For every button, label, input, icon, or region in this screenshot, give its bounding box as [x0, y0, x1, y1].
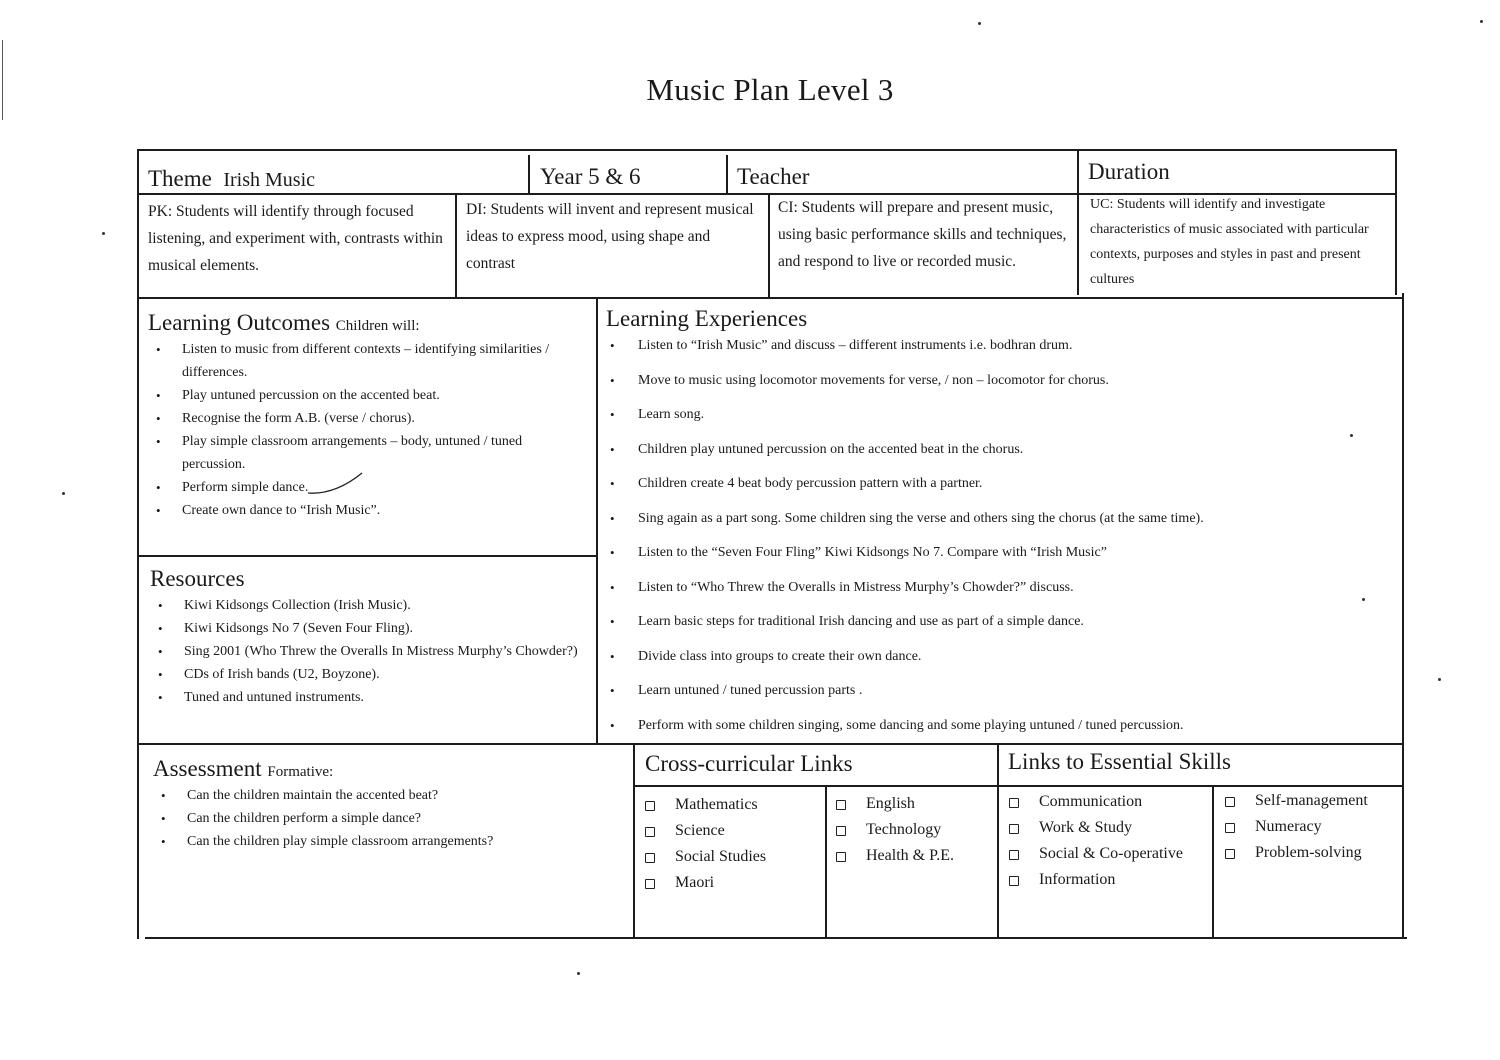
- checkbox-item[interactable]: Maori: [635, 870, 766, 896]
- list-item: • CDs of Irish bands (U2, Boyzone).: [150, 663, 590, 686]
- duration-cell: Duration: [1088, 159, 1170, 184]
- learning-experiences-heading: Learning Experiences: [606, 306, 808, 331]
- assessment-list: [153, 784, 623, 853]
- learning-outcomes-heading: Learning Outcomes Children will:: [148, 310, 420, 335]
- skills-col-divider: [1212, 787, 1214, 937]
- list-item: • Divide class into groups to create their own dance.: [606, 640, 1396, 675]
- di-strand: DI: Students will invent and represent musical ideas to express mood, using shape and contrast: [466, 201, 754, 272]
- scan-speck: [62, 492, 65, 495]
- pk-strand: PK: Students will identify through focused listening, and experiment with, contrasts within musical elements.: [148, 203, 443, 274]
- list-item: • Children play untuned percussion on the accented beat in the chorus.: [606, 433, 1396, 468]
- theme-cell: [148, 166, 315, 192]
- list-item: • Can the children maintain the accented beat?: [153, 784, 623, 807]
- table-border-right-lower: [1402, 293, 1404, 939]
- header-divider-2: [726, 155, 728, 193]
- table-border-top: [137, 149, 1397, 151]
- list-item: • Perform with some children singing, some dancing and some playing untuned / tuned percussion.: [606, 709, 1396, 744]
- ci-strand: CI: Students will prepare and present music, using basic performance skills and techniques, and respond to live or recorded music.: [778, 199, 1067, 270]
- list-item: • Sing again as a part song. Some children sing the verse and others sing the chorus (at the same time).: [606, 502, 1396, 537]
- checkbox-item[interactable]: Self-management: [1215, 788, 1368, 814]
- handwritten-tick-mark: [300, 465, 380, 505]
- strand-divider-2: [768, 193, 770, 299]
- outcomes-resources-divider: [139, 555, 597, 557]
- middle-column-divider: [596, 297, 598, 744]
- assessment-heading: Assessment Formative:: [153, 756, 334, 781]
- theme-value: Irish Music: [223, 169, 316, 191]
- checkbox-item[interactable]: Numeracy: [1215, 814, 1368, 840]
- list-item: • Listen to “Who Threw the Overalls in Mistress Murphy’s Chowder?” discuss.: [606, 571, 1396, 606]
- page-title: Music Plan Level 3: [646, 72, 894, 107]
- scan-speck: [577, 972, 580, 975]
- resources-list: [150, 594, 590, 709]
- checkbox-item[interactable]: Social Studies: [635, 844, 766, 870]
- list-item: • Perform simple dance.: [148, 476, 588, 499]
- strand-divider-1: [455, 193, 457, 299]
- header-divider-1: [528, 155, 530, 193]
- learning-experiences-section: [606, 306, 1396, 743]
- list-item: • Tuned and untuned instruments.: [150, 686, 590, 709]
- assessment-section: [153, 756, 623, 853]
- checkbox-item[interactable]: Problem-solving: [1215, 840, 1368, 866]
- list-item: • Can the children perform a simple dance?: [153, 807, 623, 830]
- essential-skills-list-2: [1215, 788, 1368, 866]
- checkbox-item[interactable]: Health & P.E.: [826, 843, 954, 869]
- learning-outcomes-subheading: Children will:: [335, 318, 420, 334]
- links-header-divider: [633, 785, 1404, 787]
- uc-strand: UC: Students will identify and investigate characteristics of music associated with particular contexts, purposes and styles in past and present cultures: [1090, 197, 1369, 287]
- scan-speck: [1350, 434, 1353, 437]
- scan-speck: [1362, 598, 1365, 601]
- scan-speck: [102, 232, 105, 235]
- teacher-cell: Teacher: [737, 164, 810, 189]
- table-border-bottom: [145, 937, 1407, 939]
- list-item: • Create own dance to “Irish Music”.: [148, 499, 588, 522]
- learning-experiences-list: [606, 329, 1396, 743]
- scan-speck: [1480, 20, 1483, 23]
- essential-skills-list-1: [999, 789, 1183, 893]
- checkbox-item[interactable]: Technology: [826, 817, 954, 843]
- list-item: • Children create 4 beat body percussion pattern with a partner.: [606, 467, 1396, 502]
- checkbox-item[interactable]: Information: [999, 867, 1183, 893]
- strand-row-divider: [137, 297, 1404, 299]
- resources-section: [150, 566, 590, 709]
- lower-row-divider: [139, 743, 1404, 745]
- table-border-left: [137, 149, 139, 939]
- list-item: • Move to music using locomotor movements for verse, / non – locomotor for chorus.: [606, 364, 1396, 399]
- list-item: • Play simple classroom arrangements – body, untuned / tuned percussion.: [148, 430, 588, 476]
- essential-skills-heading: Links to Essential Skills: [1008, 749, 1231, 774]
- list-item: • Learn basic steps for traditional Irish dancing and use as part of a simple dance.: [606, 605, 1396, 640]
- checkbox-item[interactable]: Work & Study: [999, 815, 1183, 841]
- list-item: • Play untuned percussion on the accented beat.: [148, 384, 588, 407]
- list-item: • Sing 2001 (Who Threw the Overalls In Mistress Murphy’s Chowder?): [150, 640, 590, 663]
- table-border-right-upper: [1395, 149, 1397, 295]
- list-item: • Listen to “Irish Music” and discuss – different instruments i.e. bodhran drum.: [606, 329, 1396, 364]
- cross-curricular-heading: Cross-curricular Links: [645, 751, 853, 776]
- cross-curricular-list-1: [635, 792, 766, 896]
- list-item: • Learn song.: [606, 398, 1396, 433]
- year-cell: Year 5 & 6: [540, 164, 641, 189]
- resources-heading: Resources: [150, 566, 245, 591]
- scan-edge-line: [2, 40, 3, 120]
- list-item: • Learn untuned / tuned percussion parts .: [606, 674, 1396, 709]
- checkbox-item[interactable]: English: [826, 791, 954, 817]
- theme-label: Theme: [148, 166, 212, 191]
- checkbox-item[interactable]: Science: [635, 818, 766, 844]
- scan-speck: [978, 22, 981, 25]
- list-item: • Kiwi Kidsongs Collection (Irish Music).: [150, 594, 590, 617]
- list-item: • Listen to music from different contexts – identifying similarities / differences.: [148, 338, 588, 384]
- list-item: • Kiwi Kidsongs No 7 (Seven Four Fling).: [150, 617, 590, 640]
- list-item: • Can the children play simple classroom arrangements?: [153, 830, 623, 853]
- header-divider-3: [1077, 151, 1079, 295]
- list-item: • Listen to the “Seven Four Fling” Kiwi Kidsongs No 7. Compare with “Irish Music”: [606, 536, 1396, 571]
- list-item: • Recognise the form A.B. (verse / chorus).: [148, 407, 588, 430]
- assessment-subheading: Formative:: [267, 764, 334, 780]
- checkbox-item[interactable]: Social & Co-operative: [999, 841, 1183, 867]
- scan-speck: [1438, 678, 1441, 681]
- checkbox-item[interactable]: Communication: [999, 789, 1183, 815]
- cross-curricular-list-2: [826, 791, 954, 869]
- checkbox-item[interactable]: Mathematics: [635, 792, 766, 818]
